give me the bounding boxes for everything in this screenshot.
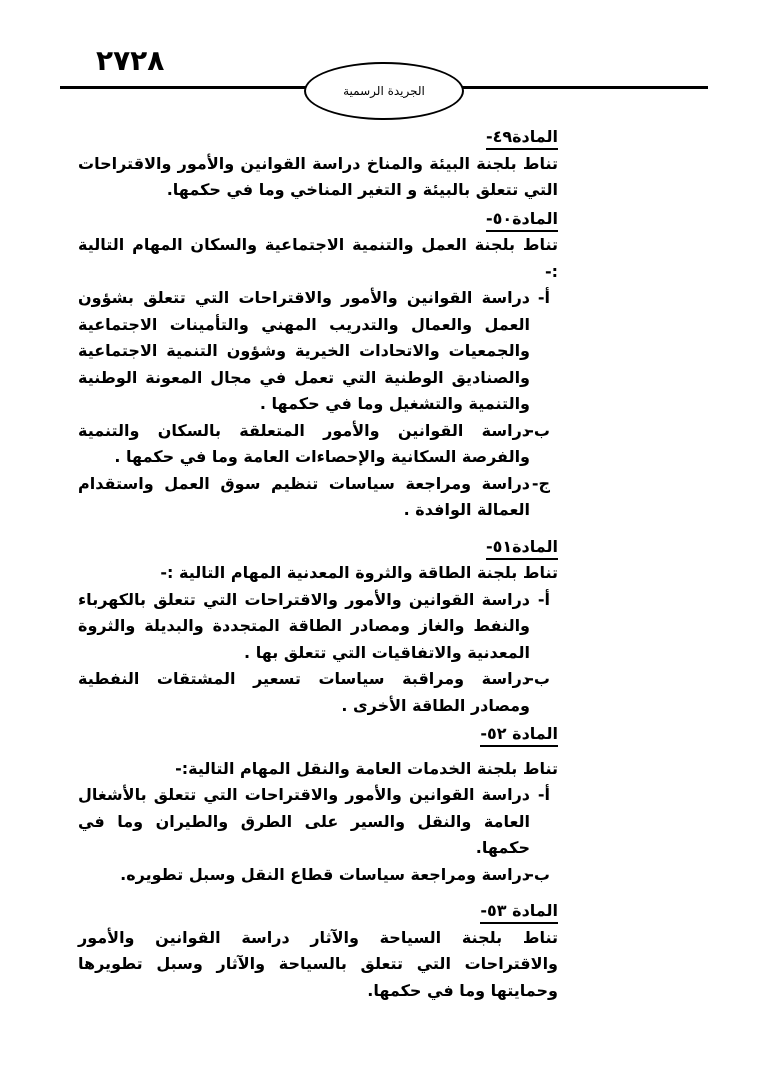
item-text: دراسة القوانين والأمور والاقتراحات التي تتعلق بشؤون العمل والعمال والتدريب المهني والتأمينات الاجتماعية والجمعيات والاتحادات الخيرية وشؤون التنمية الاجتماعية والصناديق الوطنية التي تعمل في مجال المعونة الوطنية والتنمية والتشغيل وما في حكمها . xyxy=(78,288,530,413)
article-text: تناط بلجنة الخدمات العامة والنقل المهام التالية:- xyxy=(175,758,558,778)
list-item xyxy=(78,285,558,418)
gazette-title: الجريدة الرسمية xyxy=(343,84,425,98)
item-letter: ب- xyxy=(527,864,550,884)
article-50 xyxy=(78,204,558,524)
list-item xyxy=(78,666,558,719)
article-53 xyxy=(78,896,558,1004)
list-item xyxy=(78,862,558,889)
item-letter: أ- xyxy=(537,785,550,804)
item-text: دراسة ومراجعة سياسات تنظيم سوق العمل واستقدام العمالة الوافدة . xyxy=(78,473,530,519)
article-title: المادة٥٠- xyxy=(486,208,558,232)
list-item xyxy=(78,782,558,862)
item-letter: ج- xyxy=(531,473,550,493)
article-title: المادة ٥٢- xyxy=(480,723,558,747)
item-text: دراسة القوانين والأمور المتعلقة بالسكان والتنمية والفرصة السكانية والإحصاءات العامة وما في حكمها . xyxy=(78,420,530,466)
item-letter: ب- xyxy=(527,420,550,440)
article-title: المادة٤٩- xyxy=(486,126,558,150)
item-text: دراسة ومراجعة سياسات قطاع النقل وسبل تطويره. xyxy=(120,864,530,884)
list-item xyxy=(78,471,558,524)
article-title: المادة٥١- xyxy=(486,536,558,560)
article-text: تناط بلجنة البيئة والمناخ دراسة القوانين والأمور والاقتراحات التي تتعلق بالبيئة و التغير المناخي وما في حكمها. xyxy=(78,153,558,199)
article-title: المادة ٥٣- xyxy=(480,900,558,924)
article-51 xyxy=(78,532,558,720)
page-number: ٢٧٢٨ xyxy=(96,44,165,77)
item-letter: أ- xyxy=(537,288,550,307)
item-letter: أ- xyxy=(537,589,550,609)
article-text: تناط بلجنة العمل والتنمية الاجتماعية والسكان المهام التالية :- xyxy=(78,235,558,281)
item-letter: ب- xyxy=(527,669,550,688)
list-item xyxy=(78,587,558,667)
gazette-header xyxy=(304,62,464,120)
article-49 xyxy=(78,122,558,204)
article-text: تناط بلجنة الطاقة والثروة المعدنية المهام التالية :- xyxy=(160,563,558,582)
article-text: تناط بلجنة السياحة والآثار دراسة القوانين والأمور والاقتراحات التي تتعلق بالسياحة والآثار وسبل تطويرها وحمايتها وما في حكمها. xyxy=(78,927,558,1000)
item-text: دراسة القوانين والأمور والاقتراحات التي تتعلق بالأشغال العامة والنقل والسير على الطرق والطيران وما في حكمها. xyxy=(78,785,530,857)
item-text: دراسة القوانين والأمور والاقتراحات التي تتعلق بالكهرباء والنفط والغاز ومصادر الطاقة المتجددة والبديلة والثروة المعدنية والاتفاقيات التي تتعلق بها . xyxy=(78,589,530,662)
article-52 xyxy=(78,719,558,888)
document-body xyxy=(78,122,558,1004)
list-item xyxy=(78,418,558,471)
item-text: دراسة ومراقبة سياسات تسعير المشتقات النفطية ومصادر الطاقة الأخرى . xyxy=(78,669,530,715)
